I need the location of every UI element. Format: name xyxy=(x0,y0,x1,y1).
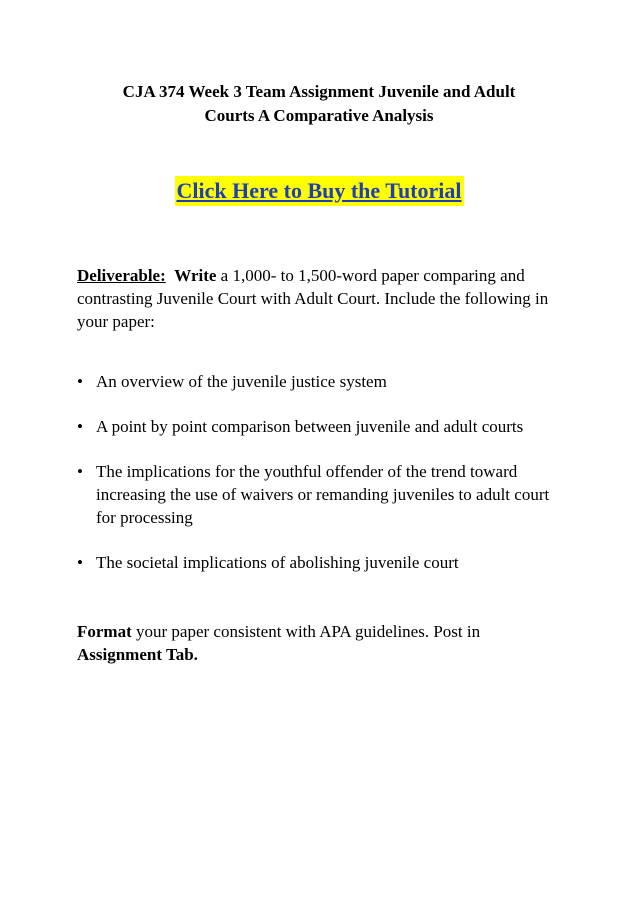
cta-container xyxy=(0,176,638,206)
assignment-tab-text: Assignment Tab. xyxy=(77,645,198,664)
list-item-text: The implications for the youthful offender of the trend toward increasing the use of waivers or remanding juveniles to adult court for processing xyxy=(96,462,550,527)
list-item xyxy=(77,551,567,574)
list-item xyxy=(77,460,567,529)
list-item-text: A point by point comparison between juvenile and adult courts xyxy=(96,417,524,436)
format-label: Format xyxy=(77,622,132,641)
deliverable-text: a 1,000- to 1,500-word paper comparing and contrasting Juvenile Court with Adult Court. Include the following in your paper: xyxy=(77,266,549,331)
title-line-2: Courts A Comparative Analysis xyxy=(204,106,434,125)
list-item xyxy=(77,415,567,438)
page-title xyxy=(60,80,578,128)
buy-tutorial-link[interactable]: Click Here to Buy the Tutorial xyxy=(175,176,464,206)
list-item-text: The societal implications of abolishing juvenile court xyxy=(96,553,459,572)
list-item-text: An overview of the juvenile justice system xyxy=(96,372,387,391)
list-item xyxy=(77,370,567,393)
bullet-icon: • xyxy=(77,462,83,481)
format-text: your paper consistent with APA guidelines. Post in xyxy=(136,622,481,641)
requirements-list xyxy=(77,370,567,596)
bullet-icon: • xyxy=(77,372,83,391)
bullet-icon: • xyxy=(77,553,83,572)
bullet-icon: • xyxy=(77,417,83,436)
title-line-1: CJA 374 Week 3 Team Assignment Juvenile and Adult xyxy=(122,82,516,101)
deliverable-verb: Write xyxy=(174,266,217,285)
format-paragraph xyxy=(77,620,567,666)
deliverable-label: Deliverable: xyxy=(77,266,166,285)
deliverable-paragraph xyxy=(77,264,567,333)
